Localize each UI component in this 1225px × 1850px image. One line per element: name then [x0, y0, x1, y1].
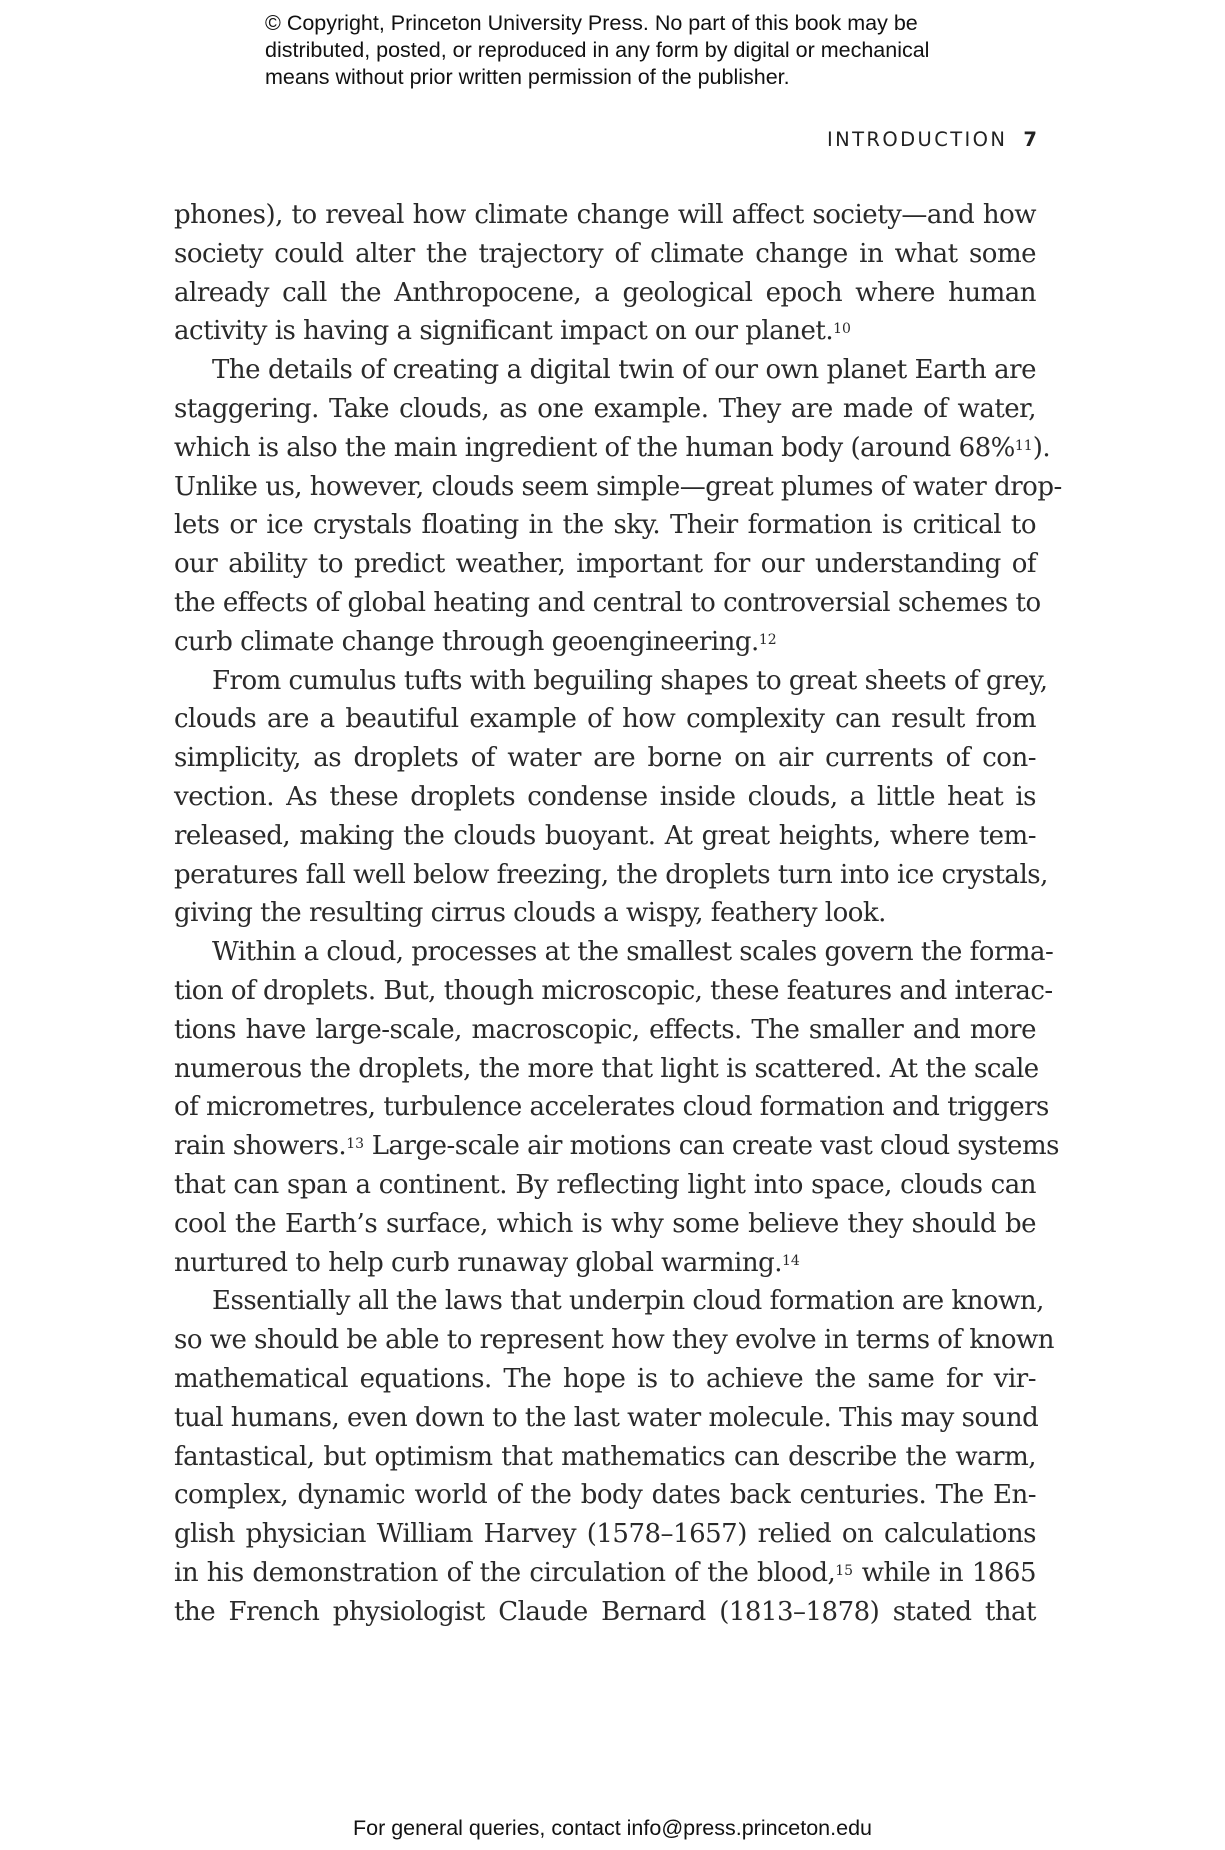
text-line: staggering. Take clouds, as one example. They are made of water, [174, 393, 1036, 424]
body-text [174, 196, 1062, 1631]
text-line [174, 1127, 1059, 1166]
footer-contact: For general queries, contact info@press.princeton.edu [352, 1816, 872, 1840]
text-line: fantastical, but optimism that mathematics can describe the warm, [174, 1441, 1036, 1472]
footnote-ref: 10 [833, 321, 851, 338]
text-line: mathematical equations. The hope is to achieve the same for vir- [174, 1363, 1036, 1394]
text-line: that can span a continent. By reflecting light into space, clouds can [174, 1169, 1036, 1200]
text-line [174, 623, 1036, 662]
text-line: complex, dynamic world of the body dates back centuries. The En- [174, 1480, 1036, 1511]
text-line [174, 1244, 1036, 1283]
text-segment: ). [1032, 432, 1051, 463]
footnote-ref: 15 [835, 1562, 854, 1579]
text-line: society could alter the trajectory of climate change in what some [174, 238, 1036, 269]
text-line: tual humans, even down to the last water molecule. This may sound [174, 1402, 1039, 1433]
text-line: our ability to predict weather, important for our understanding of [174, 549, 1036, 580]
text-segment: which is also the main ingredient of the human body (around 68% [174, 432, 1015, 463]
footnote-ref: 11 [1014, 437, 1033, 454]
text-line: glish physician William Harvey (1578–1657) relied on calculations [174, 1519, 1036, 1550]
footnote-ref: 12 [758, 631, 777, 648]
running-head-section: INTRODUCTION [826, 128, 1008, 151]
footnote-ref: 13 [346, 1136, 365, 1153]
text-line: lets or ice crystals floating in the sky. Their formation is critical to [174, 510, 1036, 541]
copyright-line: means without prior written permission of the publisher. [265, 65, 790, 89]
text-line: tions have large-scale, macroscopic, effects. The smaller and more [174, 1014, 1036, 1045]
text-line: Essentially all the laws that underpin cloud formation are known, [212, 1286, 1044, 1317]
text-line: numerous the droplets, the more that light is scattered. At the scale [174, 1053, 1039, 1084]
page-number: 7 [1023, 128, 1037, 151]
text-line [174, 429, 1051, 468]
footnote-ref: 14 [781, 1252, 800, 1269]
text-segment: nurtured to help curb runaway global warming. [174, 1247, 782, 1278]
copyright-notice [265, 10, 1065, 91]
text-line: From cumulus tufts with beguiling shapes to great sheets of grey, [212, 665, 1048, 696]
text-line: Within a cloud, processes at the smallest scales govern the forma- [212, 937, 1054, 968]
text-line: vection. As these droplets condense inside clouds, a little heat is [174, 781, 1036, 812]
text-line: so we should be able to represent how they evolve in terms of known [174, 1325, 1054, 1356]
text-line: released, making the clouds buoyant. At great heights, where tem- [174, 820, 1036, 851]
text-segment: activity is having a significant impact on our planet. [174, 316, 834, 347]
running-head [827, 128, 1037, 151]
text-line: giving the resulting cirrus clouds a wispy, feathery look. [174, 898, 886, 929]
text-segment: while in 1865 [853, 1557, 1036, 1588]
text-line: cool the Earth’s surface, which is why some believe they should be [174, 1208, 1036, 1239]
text-line: already call the Anthropocene, a geological epoch where human [174, 277, 1036, 308]
text-line: phones), to reveal how climate change will affect society—and how [174, 200, 1036, 230]
text-line: clouds are a beautiful example of how complexity can result from [174, 704, 1036, 735]
text-line [174, 312, 1036, 351]
text-segment: in his demonstration of the circulation of the blood, [174, 1557, 836, 1588]
text-line: of micrometres, turbulence accelerates cloud formation and triggers [174, 1092, 1049, 1123]
text-line: tion of droplets. But, though microscopic, these features and interac- [174, 975, 1053, 1006]
text-line: simplicity, as droplets of water are borne on air currents of con- [174, 743, 1036, 774]
text-line: the effects of global heating and central to controversial schemes to [174, 587, 1041, 618]
text-line: the French physiologist Claude Bernard (1813–1878) stated that [174, 1596, 1036, 1627]
text-segment: rain showers. [174, 1131, 347, 1162]
copyright-line: distributed, posted, or reproduced in any form by digital or mechanical [265, 38, 930, 62]
copyright-line: © Copyright, Princeton University Press. No part of this book may be [265, 11, 918, 35]
text-segment: Large-scale air motions can create vast cloud systems [364, 1131, 1059, 1162]
text-line [174, 1554, 1036, 1593]
text-segment: curb climate change through geoengineering. [174, 626, 759, 657]
text-line: peratures fall well below freezing, the droplets turn into ice crystals, [174, 859, 1048, 890]
text-line: Unlike us, however, clouds seem simple—great plumes of water drop- [174, 471, 1062, 502]
text-line: The details of creating a digital twin of our own planet Earth are [212, 355, 1036, 386]
